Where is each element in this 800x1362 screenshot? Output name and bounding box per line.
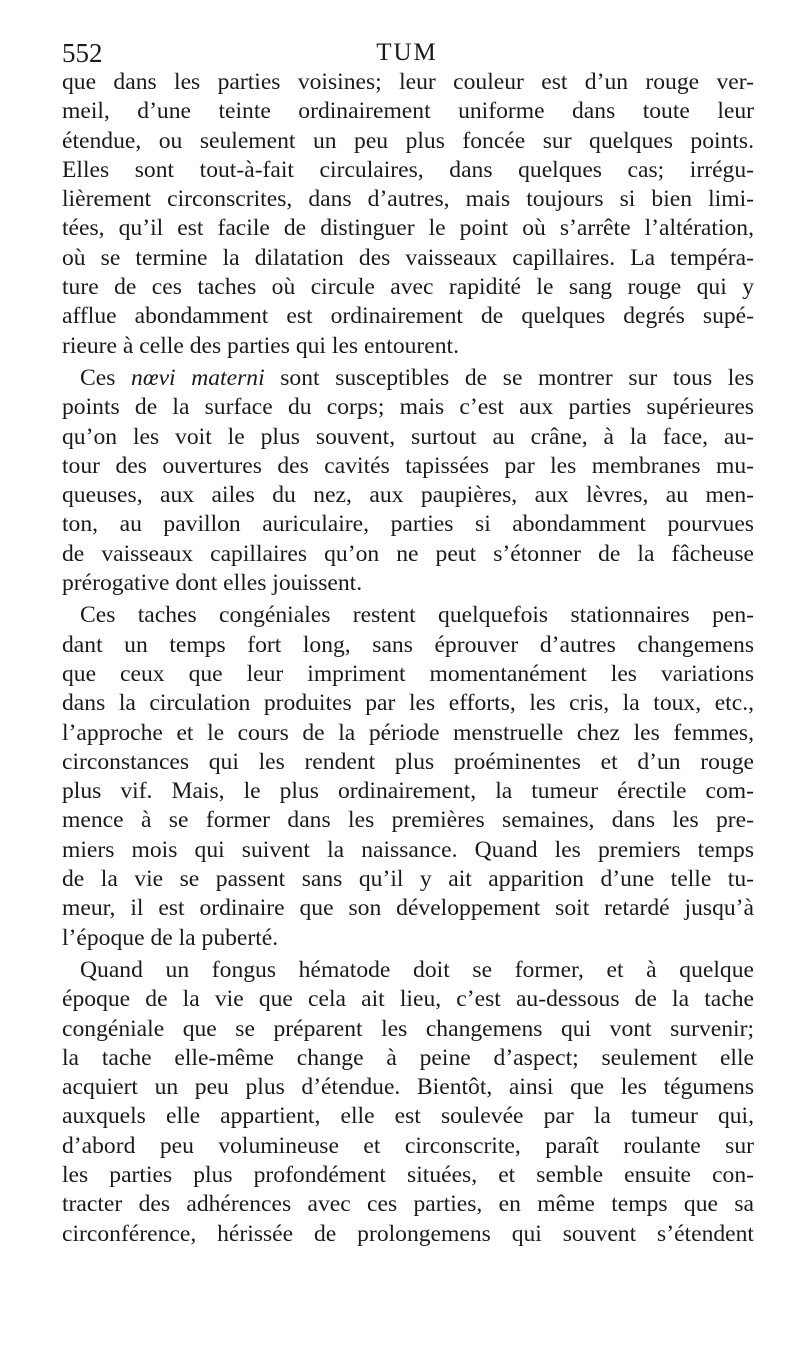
text-line: époque de la vie que cela ait lieu, c’est au-dessous de la tache — [62, 986, 754, 1013]
page-header — [62, 36, 752, 72]
text-line: Ces taches congéniales restent quelquefois stationnaires pen- — [80, 602, 754, 629]
body-text — [62, 68, 754, 1249]
text-line: auxquels elle appartient, elle est soulevée par la tumeur qui, — [62, 1103, 754, 1130]
text-line: où se termine la dilatation des vaisseaux capillaires. La tempéra- — [62, 244, 754, 271]
text-line: étendue, ou seulement un peu plus foncée sur quelques points. — [62, 127, 754, 154]
paragraph — [62, 601, 754, 953]
text-line: mence à se former dans les premières semaines, dans les pre- — [62, 807, 754, 834]
text-line: dans la circulation produites par les efforts, les cris, la toux, etc., — [62, 690, 754, 717]
text-line: circonférence, hérissée de prolongemens qui souvent s’étendent — [62, 1220, 754, 1247]
text-line: la tache elle-même change à peine d’aspect; seulement elle — [62, 1044, 754, 1071]
text-line: l’époque de la puberté. — [62, 924, 279, 951]
text-line: dant un temps fort long, sans éprouver d’autres changemens — [62, 631, 754, 658]
page-number: 552 — [62, 38, 103, 68]
text-line: tracter des adhérences avec ces parties, en même temps que sa — [62, 1191, 754, 1218]
text-line: les parties plus profondément situées, et semble ensuite con- — [62, 1161, 754, 1188]
text-line: queuses, aux ailes du nez, aux paupières, aux lèvres, au men- — [62, 482, 754, 509]
text-line: lièrement circonscrites, dans d’autres, mais toujours si bien limi- — [62, 186, 754, 213]
text-line: miers mois qui suivent la naissance. Quand les premiers temps — [62, 836, 754, 863]
paragraph — [62, 956, 754, 1249]
text-line: plus vif. Mais, le plus ordinairement, la tumeur érectile com- — [62, 778, 754, 805]
text-line: rieure à celle des parties qui les entourent. — [62, 332, 459, 359]
text-line: ture de ces taches où circule avec rapidité le sang rouge qui y — [62, 274, 754, 301]
text-line: ton, au pavillon auriculaire, parties si abondamment pourvues — [62, 511, 754, 538]
text-line: de vaisseaux capillaires qu’on ne peut s’étonner de la fâcheuse — [62, 540, 754, 567]
text-run: Ces — [80, 364, 132, 391]
text-line: que ceux que leur impriment momentanément les variations — [62, 660, 754, 687]
text-line: meur, il est ordinaire que son développement soit retardé jusqu’à — [62, 895, 754, 922]
text-run: sont susceptibles de se montrer sur tous les — [264, 364, 754, 391]
text-line: afflue abondamment est ordinairement de quelques degrés supé- — [62, 303, 754, 330]
paragraph — [62, 68, 754, 361]
text-line: de la vie se passent sans qu’il y ait apparition d’une telle tu- — [62, 866, 754, 893]
text-line: points de la surface du corps; mais c’est aux parties supérieures — [62, 394, 754, 421]
text-line: Quand un fongus hématode doit se former, et à quelque — [80, 956, 754, 983]
text-line: acquiert un peu plus d’étendue. Bientôt, ainsi que les tégumens — [62, 1074, 754, 1101]
text-line: l’approche et le cours de la période menstruelle chez les femmes, — [62, 719, 754, 746]
text-line: que dans les parties voisines; leur couleur est d’un rouge ver- — [62, 69, 754, 95]
text-line: Elles sont tout-à-fait circulaires, dans quelques cas; irrégu- — [62, 156, 754, 183]
italic-term: nœvi materni — [131, 364, 265, 391]
text-line: prérogative dont elles jouissent. — [62, 570, 363, 597]
text-line: qu’on les voit le plus souvent, surtout au crâne, à la face, au- — [62, 423, 754, 450]
paragraph — [62, 364, 754, 598]
text-line: tour des ouvertures des cavités tapissées par les membranes mu- — [62, 452, 754, 479]
text-line: circonstances qui les rendent plus proéminentes et d’un rouge — [62, 748, 754, 775]
text-line: meil, d’une teinte ordinairement uniforme dans toute leur — [62, 98, 754, 125]
text-line: tées, qu’il est facile de distinguer le point où s’arrête l’altération, — [62, 215, 754, 242]
text-line — [62, 364, 754, 393]
text-line: d’abord peu volumineuse et circonscrite, paraît roulante sur — [62, 1132, 754, 1159]
text-line: congéniale que se préparent les changemens qui vont survenir; — [62, 1015, 754, 1042]
running-head: TUM — [376, 39, 438, 66]
